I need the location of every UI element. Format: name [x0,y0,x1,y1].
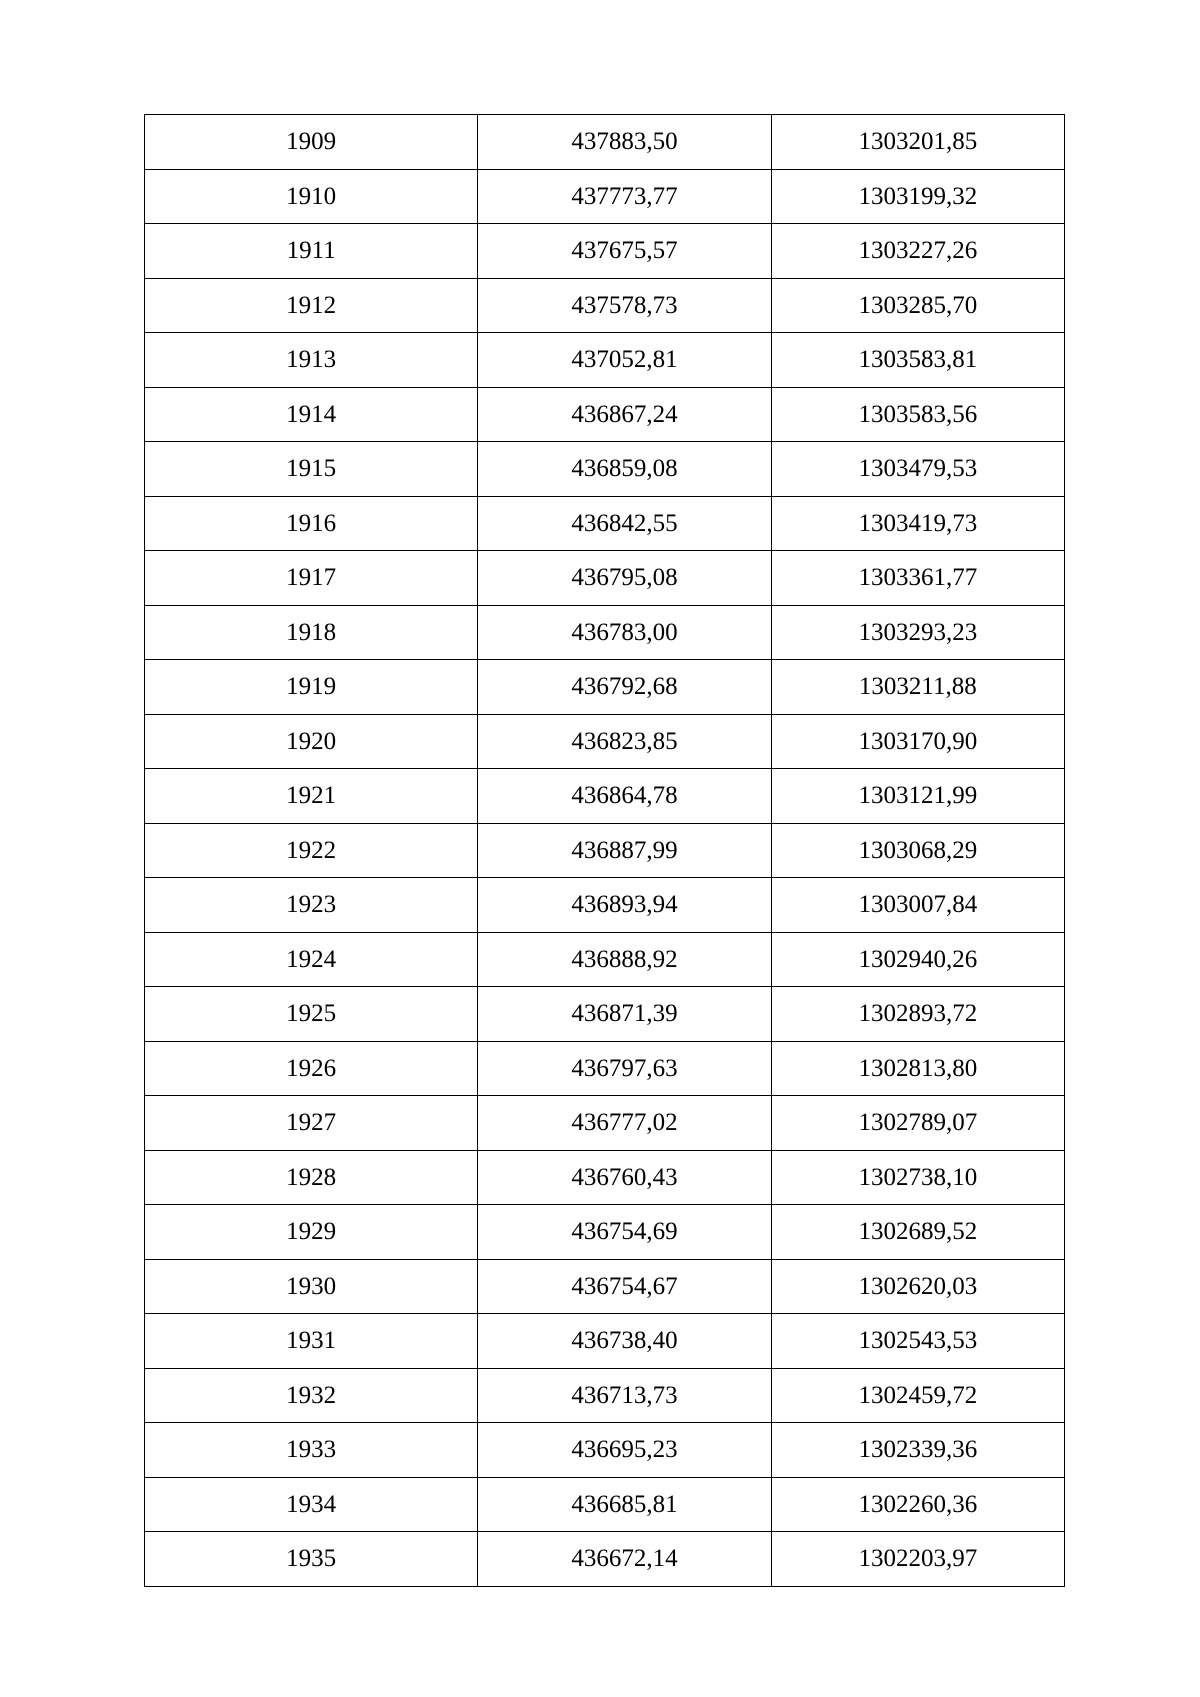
point-number-cell: 1918 [145,605,478,660]
y-coordinate-cell: 1303583,81 [771,333,1064,388]
table-row [145,769,1065,824]
x-coordinate-cell: 436713,73 [478,1368,771,1423]
x-coordinate-cell: 436871,39 [478,987,771,1042]
x-coordinate-cell: 436754,67 [478,1259,771,1314]
table-row [145,1259,1065,1314]
y-coordinate-cell: 1302543,53 [771,1314,1064,1369]
point-number-cell: 1928 [145,1150,478,1205]
x-coordinate-cell: 437675,57 [478,224,771,279]
x-coordinate-cell: 436864,78 [478,769,771,824]
y-coordinate-cell: 1303227,26 [771,224,1064,279]
y-coordinate-cell: 1303199,32 [771,169,1064,224]
y-coordinate-cell: 1303211,88 [771,660,1064,715]
table-row [145,333,1065,388]
table-row [145,1150,1065,1205]
point-number-cell: 1922 [145,823,478,878]
coordinates-table [144,114,1065,1587]
point-number-cell: 1925 [145,987,478,1042]
x-coordinate-cell: 437883,50 [478,115,771,170]
table-row [145,224,1065,279]
x-coordinate-cell: 436888,92 [478,932,771,987]
point-number-cell: 1935 [145,1532,478,1587]
table-row [145,1368,1065,1423]
table-row [145,1423,1065,1478]
point-number-cell: 1926 [145,1041,478,1096]
x-coordinate-cell: 436823,85 [478,714,771,769]
y-coordinate-cell: 1302339,36 [771,1423,1064,1478]
point-number-cell: 1911 [145,224,478,279]
x-coordinate-cell: 436893,94 [478,878,771,933]
x-coordinate-cell: 437773,77 [478,169,771,224]
x-coordinate-cell: 436887,99 [478,823,771,878]
point-number-cell: 1931 [145,1314,478,1369]
point-number-cell: 1913 [145,333,478,388]
table-row [145,932,1065,987]
table-row [145,387,1065,442]
x-coordinate-cell: 437052,81 [478,333,771,388]
x-coordinate-cell: 437578,73 [478,278,771,333]
y-coordinate-cell: 1303583,56 [771,387,1064,442]
table-row [145,878,1065,933]
coordinates-table-body [145,115,1065,1587]
x-coordinate-cell: 436797,63 [478,1041,771,1096]
table-row [145,1532,1065,1587]
table-row [145,278,1065,333]
x-coordinate-cell: 436760,43 [478,1150,771,1205]
table-row [145,1041,1065,1096]
table-row [145,1314,1065,1369]
x-coordinate-cell: 436795,08 [478,551,771,606]
x-coordinate-cell: 436792,68 [478,660,771,715]
point-number-cell: 1910 [145,169,478,224]
point-number-cell: 1917 [145,551,478,606]
y-coordinate-cell: 1302940,26 [771,932,1064,987]
point-number-cell: 1923 [145,878,478,933]
x-coordinate-cell: 436777,02 [478,1096,771,1151]
table-row [145,605,1065,660]
y-coordinate-cell: 1303479,53 [771,442,1064,497]
x-coordinate-cell: 436842,55 [478,496,771,551]
x-coordinate-cell: 436783,00 [478,605,771,660]
table-row [145,115,1065,170]
y-coordinate-cell: 1302459,72 [771,1368,1064,1423]
table-row [145,660,1065,715]
y-coordinate-cell: 1303068,29 [771,823,1064,878]
x-coordinate-cell: 436867,24 [478,387,771,442]
table-row [145,1477,1065,1532]
point-number-cell: 1934 [145,1477,478,1532]
point-number-cell: 1919 [145,660,478,715]
y-coordinate-cell: 1302203,97 [771,1532,1064,1587]
table-row [145,987,1065,1042]
table-row [145,551,1065,606]
y-coordinate-cell: 1302620,03 [771,1259,1064,1314]
x-coordinate-cell: 436685,81 [478,1477,771,1532]
point-number-cell: 1924 [145,932,478,987]
table-row [145,169,1065,224]
y-coordinate-cell: 1303285,70 [771,278,1064,333]
y-coordinate-cell: 1303007,84 [771,878,1064,933]
y-coordinate-cell: 1302789,07 [771,1096,1064,1151]
point-number-cell: 1929 [145,1205,478,1260]
y-coordinate-cell: 1303293,23 [771,605,1064,660]
point-number-cell: 1914 [145,387,478,442]
point-number-cell: 1912 [145,278,478,333]
table-row [145,823,1065,878]
point-number-cell: 1916 [145,496,478,551]
table-row [145,442,1065,497]
y-coordinate-cell: 1303170,90 [771,714,1064,769]
y-coordinate-cell: 1302893,72 [771,987,1064,1042]
point-number-cell: 1932 [145,1368,478,1423]
point-number-cell: 1921 [145,769,478,824]
y-coordinate-cell: 1302260,36 [771,1477,1064,1532]
table-row [145,1096,1065,1151]
table-row [145,714,1065,769]
point-number-cell: 1909 [145,115,478,170]
x-coordinate-cell: 436738,40 [478,1314,771,1369]
x-coordinate-cell: 436754,69 [478,1205,771,1260]
point-number-cell: 1915 [145,442,478,497]
point-number-cell: 1933 [145,1423,478,1478]
y-coordinate-cell: 1303121,99 [771,769,1064,824]
table-row [145,1205,1065,1260]
y-coordinate-cell: 1303419,73 [771,496,1064,551]
y-coordinate-cell: 1303201,85 [771,115,1064,170]
y-coordinate-cell: 1302738,10 [771,1150,1064,1205]
x-coordinate-cell: 436859,08 [478,442,771,497]
point-number-cell: 1920 [145,714,478,769]
x-coordinate-cell: 436672,14 [478,1532,771,1587]
y-coordinate-cell: 1302813,80 [771,1041,1064,1096]
point-number-cell: 1927 [145,1096,478,1151]
x-coordinate-cell: 436695,23 [478,1423,771,1478]
point-number-cell: 1930 [145,1259,478,1314]
y-coordinate-cell: 1302689,52 [771,1205,1064,1260]
y-coordinate-cell: 1303361,77 [771,551,1064,606]
table-row [145,496,1065,551]
